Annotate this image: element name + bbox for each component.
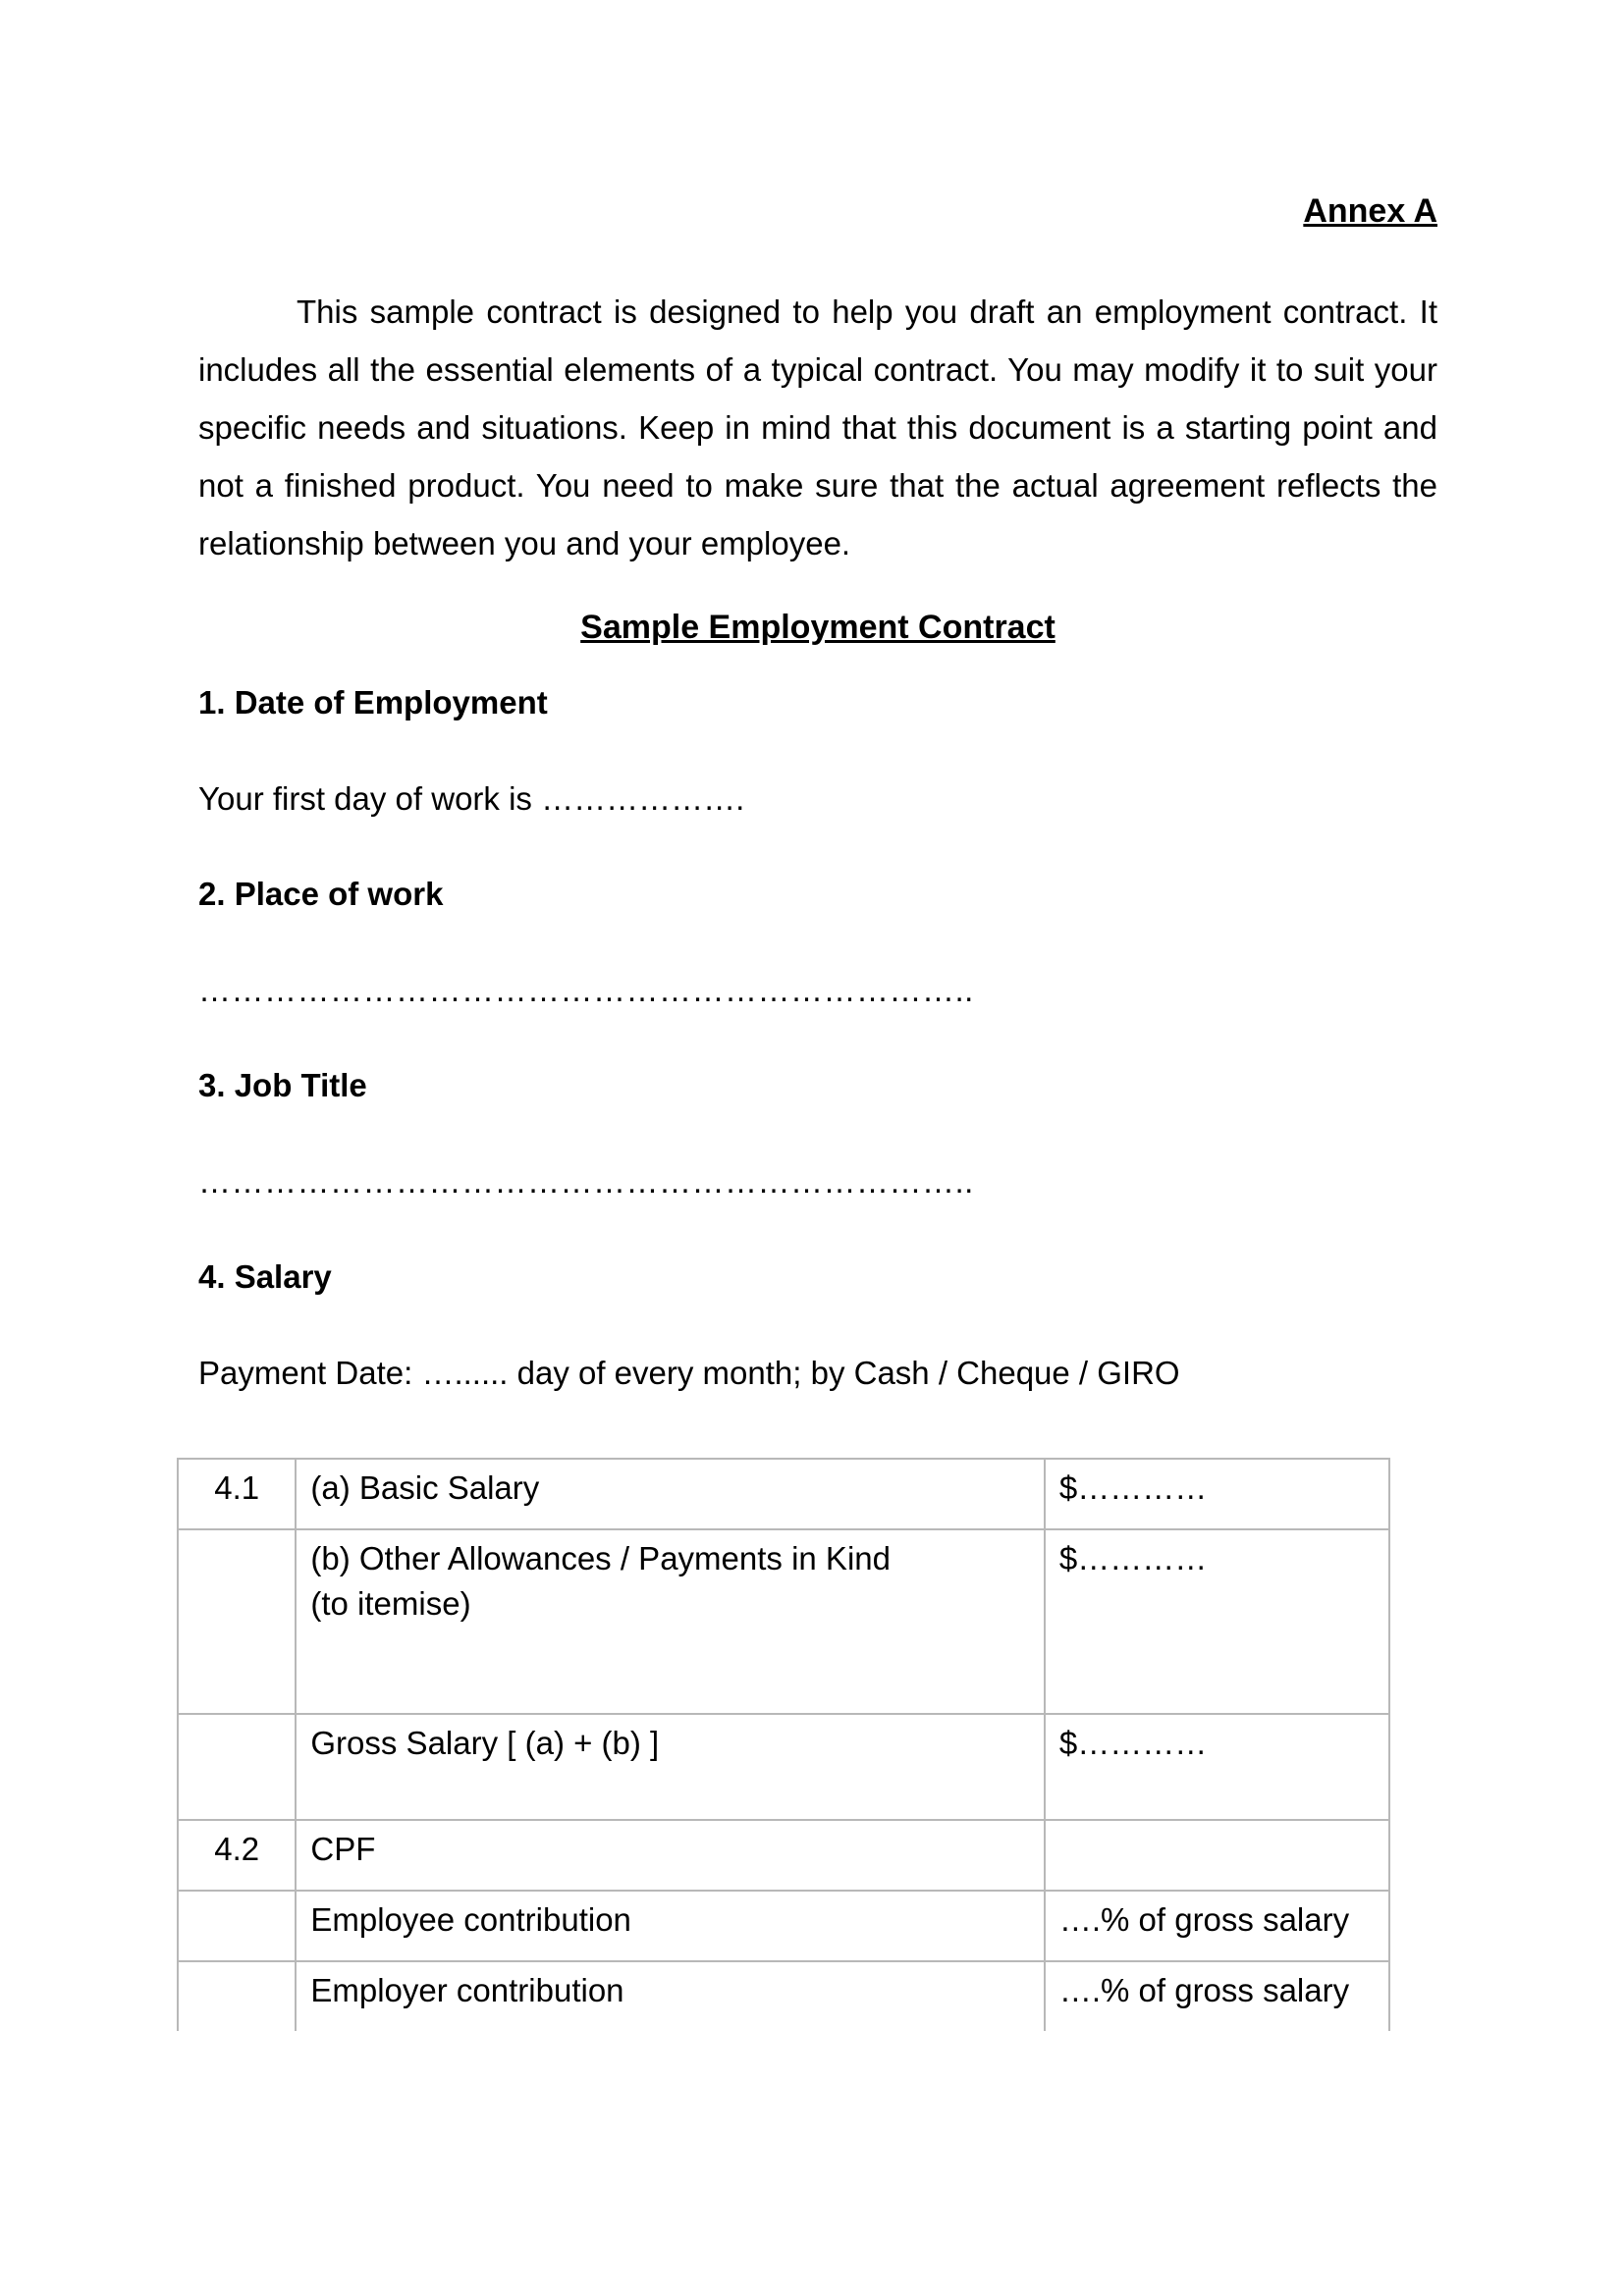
row-amount: $…………	[1045, 1459, 1389, 1529]
row-number	[178, 1714, 296, 1820]
row-description	[296, 1820, 1044, 1891]
row-description	[296, 1529, 1044, 1714]
table-row	[178, 1459, 1389, 1529]
row-description-line: Gross Salary [ (a) + (b) ]	[310, 1725, 660, 1761]
row-amount: ….% of gross salary	[1045, 1891, 1389, 1961]
row-description-line: (b) Other Allowances / Payments in Kind	[310, 1540, 891, 1576]
salary-table	[177, 1458, 1390, 2031]
row-description-line: Employer contribution	[310, 1972, 624, 2008]
table-row	[178, 1891, 1389, 1961]
row-description-line: Employee contribution	[310, 1901, 631, 1938]
row-description-line: (a) Basic Salary	[310, 1469, 540, 1506]
annex-label: Annex A	[1303, 192, 1437, 230]
row-number: 4.2	[178, 1820, 296, 1891]
row-number	[178, 1961, 296, 2031]
payment-date-line: Payment Date: …...... day of every month; by Cash / Cheque / GIRO	[198, 1355, 1180, 1391]
row-description	[296, 1714, 1044, 1820]
table-row	[178, 1961, 1389, 2031]
heading-date-of-employment: 1. Date of Employment	[198, 684, 548, 721]
job-title-blank: ……………………………………………………………..	[198, 1163, 974, 1200]
heading-salary: 4. Salary	[198, 1258, 332, 1295]
row-description	[296, 1961, 1044, 2031]
row-description-line: (to itemise)	[310, 1585, 471, 1622]
row-amount: $…………	[1045, 1529, 1389, 1714]
contract-title	[198, 609, 1437, 647]
heading-job-title: 3. Job Title	[198, 1067, 367, 1103]
table-row	[178, 1529, 1389, 1714]
row-number	[178, 1529, 296, 1714]
heading-place-of-work: 2. Place of work	[198, 876, 444, 912]
row-amount	[1045, 1820, 1389, 1891]
table-row	[178, 1820, 1389, 1891]
place-of-work-blank: ……………………………………………………………..	[198, 972, 974, 1008]
row-amount: $…………	[1045, 1714, 1389, 1820]
row-description-line: CPF	[310, 1831, 376, 1867]
row-number: 4.1	[178, 1459, 296, 1529]
row-description	[296, 1459, 1044, 1529]
row-amount: ….% of gross salary	[1045, 1961, 1389, 2031]
row-description	[296, 1891, 1044, 1961]
row-number	[178, 1891, 296, 1961]
contract-title-text: Sample Employment Contract	[580, 609, 1056, 646]
first-day-line: Your first day of work is ……………….	[198, 780, 745, 817]
intro-paragraph: This sample contract is designed to help you draft an employment contract. It includes all the essential elements of a typical contract. You may modify it to suit your specific needs and situations. Keep in mind that this document is a starting point and not a finished product. You need to make sure that the actual agreement reflects the relationship between you and your employee.	[198, 294, 1437, 561]
table-row	[178, 1714, 1389, 1820]
